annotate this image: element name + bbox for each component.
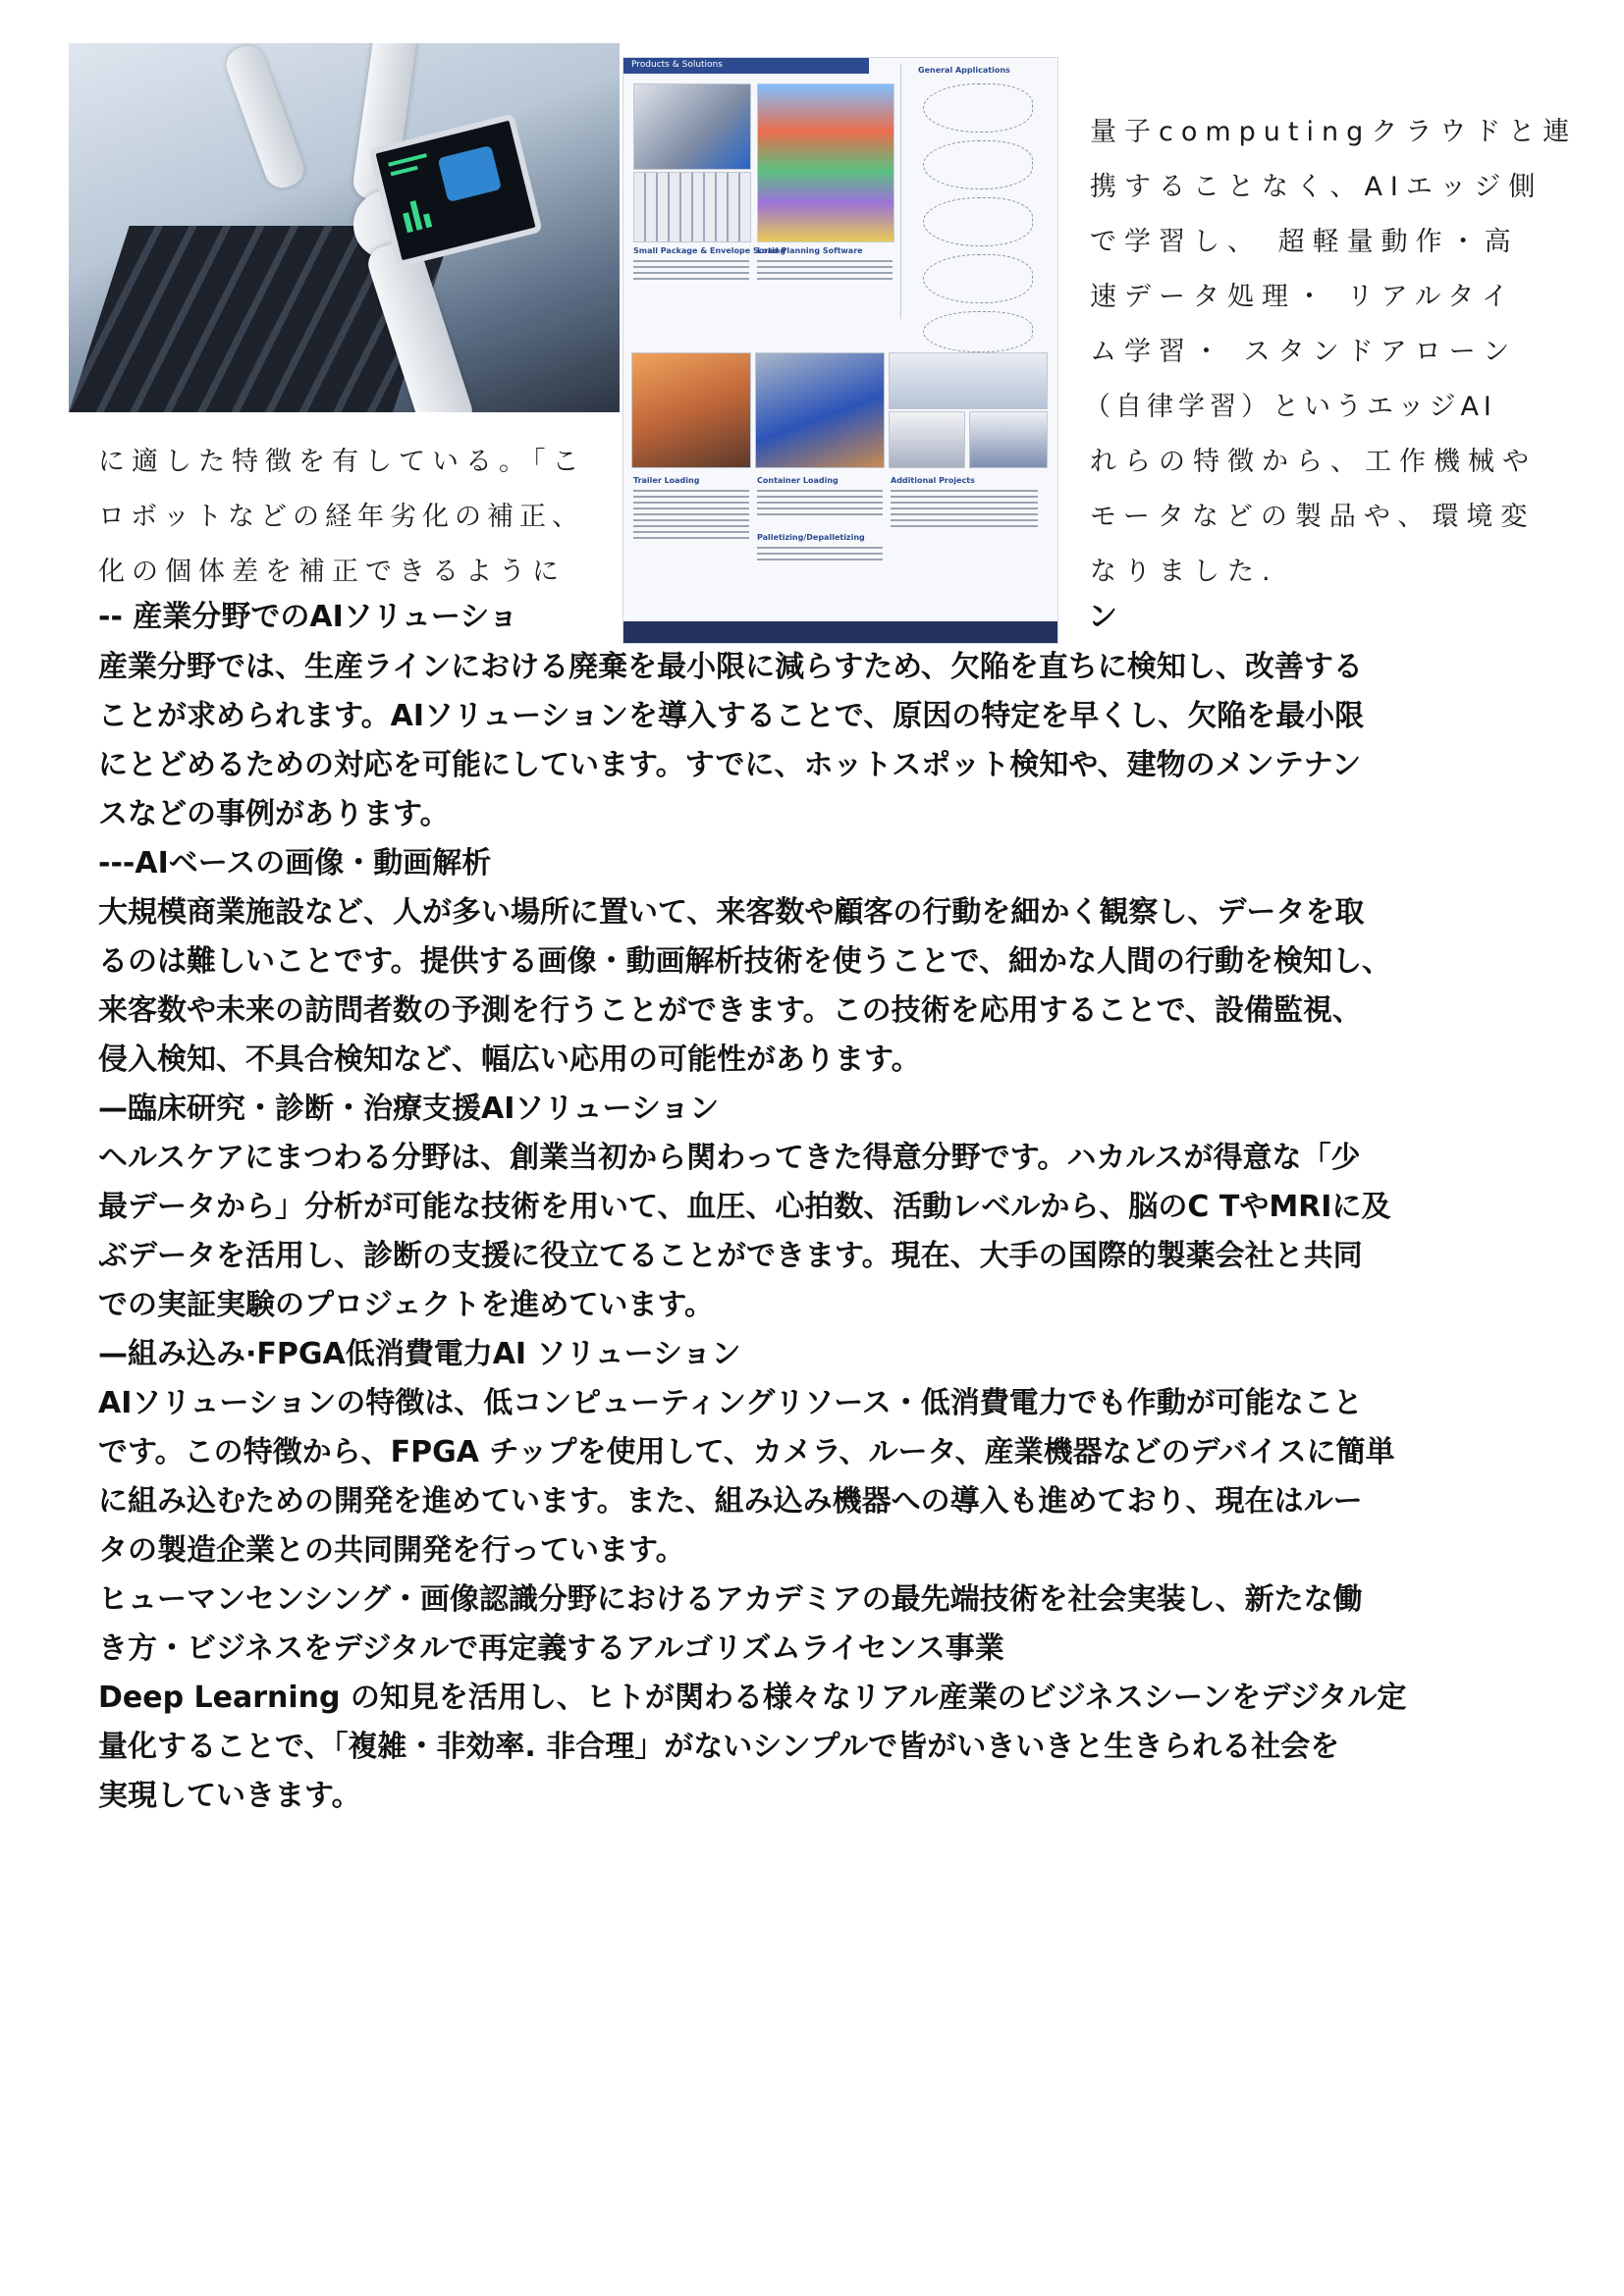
section-heading: —臨床研究・診断・治療支援AIソリューション: [98, 1092, 720, 1126]
right-column-line: れらの特徴から、工作機械や: [1090, 447, 1537, 477]
right-column-line: で学習し、 超軽量動作・高: [1090, 227, 1519, 257]
left-column-line: ロボットなどの経年劣化の補正、: [98, 502, 584, 532]
caption-palletizing: Palletizing/Depalletizing: [757, 533, 865, 542]
right-column-line: ム学習・ スタンドアローン: [1090, 337, 1518, 367]
brochure-header: Products & Solutions: [631, 60, 723, 70]
caption-additional: Additional Projects: [891, 476, 975, 485]
application-sketch: [923, 83, 1033, 133]
body-line: ぶデータを活用し、診断の支援に役立てることができます。現在、大手の国際的製薬会社と共同: [98, 1239, 1363, 1273]
caption-text-lines: [757, 260, 893, 282]
body-line: 最データから」分析が可能な技術を用いて、血圧、心拍数、活動レベルから、脳のC TやMRIに及: [98, 1190, 1391, 1224]
robot-arm-photo: [69, 43, 620, 412]
brochure-photo-trailer: [631, 352, 751, 468]
caption-text-lines: [757, 490, 883, 519]
body-line: ヘルスケアにまつわる分野は、創業当初から関わってきた得意分野です。ハカルスが得意な「少: [98, 1141, 1361, 1175]
body-line: 来客数や未来の訪問者数の予測を行うことができます。この技術を応用することで、設備監視、: [98, 993, 1362, 1028]
right-column-line: 携することなく、AIエッジ側: [1090, 172, 1543, 202]
brochure-photo-container: [755, 352, 885, 468]
body-line: 量化することで、「複雑・非効率. 非合理」がないシンプルで皆がいきいきと生きられる社会を: [98, 1730, 1340, 1764]
application-sketch: [923, 140, 1033, 189]
brochure-photo-sorting: [633, 83, 751, 170]
body-line: ことが求められます。AIソリューションを導入することで、原因の特定を早くし、欠陥を最小限: [98, 699, 1365, 733]
section-heading: ---AIベースの画像・動画解析: [98, 846, 492, 881]
application-sketch: [923, 311, 1033, 352]
body-line: 侵入検知、不具合検知など、幅広い応用の可能性があります。: [98, 1042, 921, 1077]
brochure-photo-projects-1: [889, 352, 1048, 409]
products-brochure-figure: [623, 57, 1058, 644]
brochure-photo-load-planning: [757, 83, 894, 242]
caption-sorting: Small Package & Envelope Sorting: [633, 246, 786, 255]
body-line: タの製造企業との共同開発を行っています。: [98, 1533, 685, 1568]
body-line: AIソリューションの特徴は、低コンピューティングリソース・低消費電力でも作動が可能なこと: [98, 1386, 1363, 1420]
brochure-divider: [900, 64, 901, 319]
body-line: にとどめるための対応を可能にしています。すでに、ホットスポット検知や、建物のメンテナン: [98, 748, 1362, 782]
caption-text-lines: [633, 260, 749, 282]
section-heading: —組み込み·FPGA低消費電力AI ソリューション: [98, 1337, 741, 1371]
applications-title: General Applications: [918, 66, 1010, 75]
body-line: き方・ビジネスをデジタルで再定義するアルゴリズムライセンス事業: [98, 1631, 1004, 1666]
body-line: 産業分野では、生産ラインにおける廃棄を最小限に減らすため、欠陥を直ちに検知し、改善する: [98, 650, 1363, 684]
brochure-photo-projects-3: [969, 411, 1048, 468]
heading-industrial-ai: -- 産業分野でのAIソリューショ: [98, 600, 518, 634]
brochure-photo-projects-2: [889, 411, 965, 468]
body-line: での実証実験のプロジェクトを進めています。: [98, 1288, 714, 1322]
right-column-line: 量子computingクラウドと連: [1090, 117, 1578, 147]
body-line: るのは難しいことです。提供する画像・動画解析技術を使うことで、細かな人間の行動を検知し、: [98, 944, 1391, 979]
body-line: Deep Learning の知見を活用し、ヒトが関わる様々なリアル産業のビジネスシーンをデジタル定: [98, 1681, 1407, 1715]
robot-arm-secondary: [222, 43, 309, 192]
right-column-line: （自律学習）というエッジAI: [1084, 392, 1496, 422]
caption-container: Container Loading: [757, 476, 839, 485]
right-column-line: モータなどの製品や、環境変: [1090, 502, 1536, 532]
right-column-line: なりました.: [1090, 557, 1278, 587]
body-line: スなどの事例があります。: [98, 797, 450, 831]
left-column-line: 化の個体差を補正できるように: [98, 557, 566, 587]
caption-trailer: Trailer Loading: [633, 476, 700, 485]
caption-load-planning: Load Planning Software: [757, 246, 863, 255]
body-line: 実現していきます。: [98, 1779, 361, 1813]
left-column-line: に適した特徴を有している。「こ: [98, 447, 586, 477]
brochure-photo-rack: [633, 172, 751, 242]
application-sketch: [923, 197, 1033, 246]
body-line: です。この特徴から、FPGA チップを使用して、カメラ、ルータ、産業機器などのデバイスに簡単: [98, 1435, 1395, 1469]
caption-text-lines: [891, 490, 1038, 529]
caption-text-lines: [757, 547, 883, 561]
right-column-line: 速データ処理・ リアルタイ: [1090, 282, 1516, 312]
heading-industrial-ai-tail: ン: [1088, 600, 1117, 634]
body-line: に組み込むための開発を進めています。また、組み込み機器への導入も進めており、現在はルー: [98, 1484, 1363, 1519]
body-line: 大規模商業施設など、人が多い場所に置いて、来客数や顧客の行動を細かく観察し、データを取: [98, 895, 1365, 930]
body-line: ヒューマンセンシング・画像認識分野におけるアカデミアの最先端技術を社会実装し、新たな働: [98, 1582, 1363, 1617]
application-sketch: [923, 254, 1033, 303]
brochure-header-band: [623, 58, 869, 74]
caption-text-lines: [633, 490, 749, 539]
brochure-footer-band: [623, 621, 1057, 643]
